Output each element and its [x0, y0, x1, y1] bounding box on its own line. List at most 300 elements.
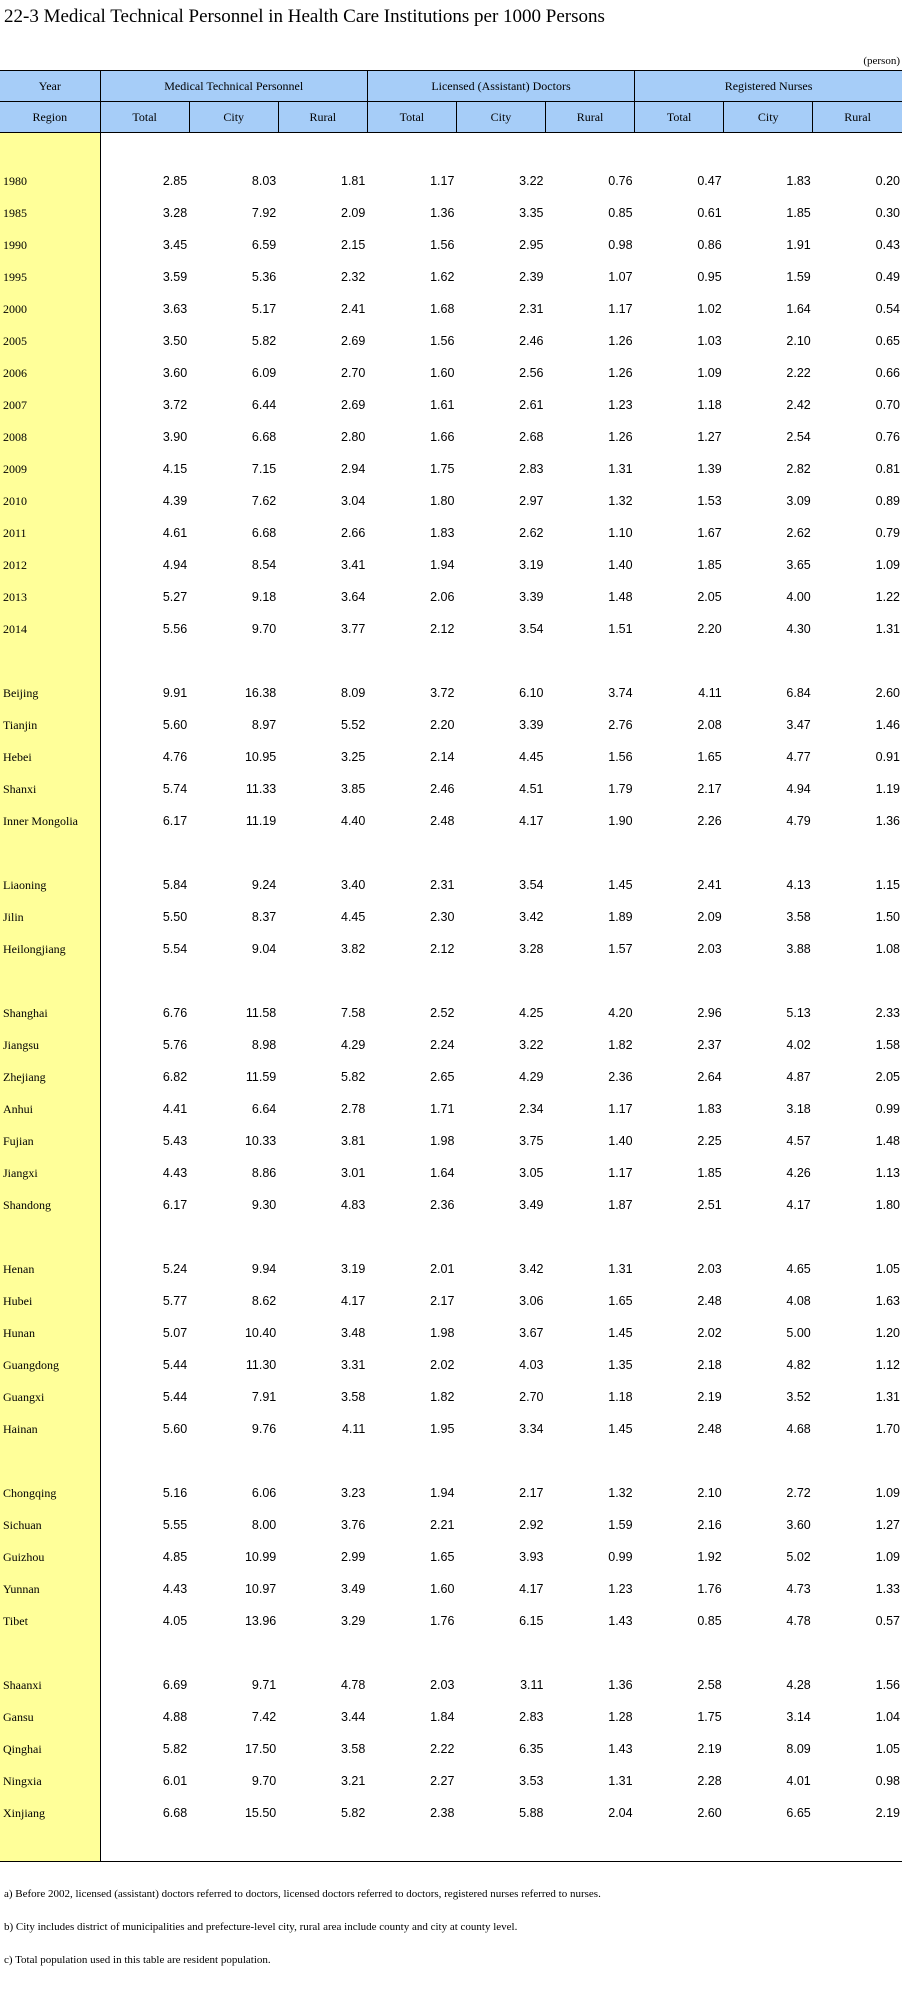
data-cell: 1.36 — [608, 1678, 633, 1692]
data-cell: 2.78 — [341, 1102, 366, 1116]
data-cell: 3.41 — [341, 558, 366, 572]
data-cell: 0.85 — [697, 1614, 722, 1628]
data-cell: 3.74 — [608, 686, 633, 700]
spacer-cell — [0, 1221, 100, 1253]
data-cell: 1.31 — [875, 1390, 900, 1404]
data-cell: 2.99 — [341, 1550, 366, 1564]
data-cell: 10.95 — [244, 750, 277, 764]
spacer-row — [0, 1637, 902, 1669]
data-cell: 1.09 — [875, 1550, 900, 1564]
data-cell: 3.35 — [519, 206, 544, 220]
row-label: 1985 — [0, 197, 100, 229]
data-cell: 1.82 — [608, 1038, 633, 1052]
table-row — [0, 613, 902, 645]
data-cell: 1.26 — [608, 334, 633, 348]
data-cell: 9.70 — [251, 622, 277, 636]
data-cell: 1.17 — [608, 1166, 633, 1180]
data-cell: 10.97 — [244, 1582, 277, 1596]
data-cell: 3.93 — [519, 1550, 544, 1564]
table-row — [0, 1765, 902, 1797]
row-label: 1995 — [0, 261, 100, 293]
data-cell: 1.02 — [697, 302, 722, 316]
data-cell: 1.53 — [697, 494, 722, 508]
data-cell: 3.85 — [341, 782, 366, 796]
spacer-row — [0, 1221, 902, 1253]
spacer-cell — [100, 1221, 902, 1253]
data-cell: 9.94 — [251, 1262, 277, 1276]
data-cell: 3.72 — [430, 686, 455, 700]
data-cell: 5.16 — [162, 1486, 188, 1500]
footnote: a) Before 2002, licensed (assistant) doctors referred to doctors, licensed doctors referred to doctors, registered nurses referred to nurses. — [4, 1888, 601, 1900]
data-cell: 3.50 — [162, 334, 188, 348]
data-cell: 2.17 — [697, 782, 722, 796]
spacer-cell — [0, 1637, 100, 1669]
data-cell: 0.85 — [608, 206, 633, 220]
data-cell: 2.25 — [697, 1134, 722, 1148]
table-row — [0, 1189, 902, 1221]
data-cell: 3.45 — [162, 238, 188, 252]
table-row — [0, 1413, 902, 1445]
data-cell: 4.73 — [786, 1582, 811, 1596]
data-cell: 2.03 — [430, 1678, 455, 1692]
data-cell: 4.87 — [786, 1070, 811, 1084]
data-cell: 4.15 — [162, 462, 188, 476]
data-cell: 8.97 — [251, 718, 277, 732]
data-cell: 8.98 — [251, 1038, 277, 1052]
data-cell: 4.83 — [341, 1198, 366, 1212]
data-cell: 1.36 — [430, 206, 455, 220]
data-cell: 4.30 — [786, 622, 811, 636]
data-cell: 1.10 — [608, 526, 633, 540]
data-cell: 2.19 — [697, 1390, 722, 1404]
data-cell: 3.44 — [341, 1710, 366, 1724]
data-cell: 7.15 — [251, 462, 277, 476]
data-cell: 1.46 — [875, 718, 900, 732]
data-cell: 8.00 — [251, 1518, 277, 1532]
data-cell: 2.20 — [697, 622, 722, 636]
data-cell: 4.41 — [162, 1102, 188, 1116]
data-cell: 4.61 — [162, 526, 188, 540]
data-cell: 3.67 — [519, 1326, 544, 1340]
data-cell: 4.17 — [519, 814, 544, 828]
row-label: Sichuan — [0, 1509, 100, 1541]
data-cell: 5.82 — [341, 1806, 366, 1820]
data-cell: 1.68 — [430, 302, 455, 316]
row-label: Qinghai — [0, 1733, 100, 1765]
row-label: Heilongjiang — [0, 933, 100, 965]
data-cell: 5.24 — [162, 1262, 188, 1276]
row-label: Beijing — [0, 677, 100, 709]
data-cell: 6.44 — [251, 398, 277, 412]
data-cell: 6.06 — [251, 1486, 277, 1500]
data-cell: 2.10 — [786, 334, 811, 348]
data-cell: 2.95 — [519, 238, 544, 252]
data-cell: 16.38 — [244, 686, 277, 700]
data-cell: 1.51 — [608, 622, 633, 636]
data-cell: 2.70 — [341, 366, 366, 380]
table-row — [0, 1093, 902, 1125]
data-cell: 2.27 — [430, 1774, 455, 1788]
data-cell: 7.62 — [251, 494, 277, 508]
data-cell: 1.82 — [430, 1390, 455, 1404]
table-row — [0, 997, 902, 1029]
table-row — [0, 1029, 902, 1061]
data-cell: 1.98 — [430, 1326, 455, 1340]
spacer-cell — [100, 1445, 902, 1477]
data-cell: 4.40 — [341, 814, 366, 828]
data-cell: 4.02 — [786, 1038, 811, 1052]
data-cell: 2.16 — [697, 1518, 722, 1532]
data-cell: 2.09 — [341, 206, 366, 220]
table-row — [0, 1285, 902, 1317]
data-cell: 0.99 — [608, 1550, 633, 1564]
data-cell: 2.17 — [519, 1486, 544, 1500]
data-cell: 6.59 — [251, 238, 277, 252]
data-cell: 4.77 — [786, 750, 811, 764]
data-cell: 3.88 — [786, 942, 811, 956]
data-cell: 6.64 — [251, 1102, 277, 1116]
data-cell: 3.58 — [341, 1742, 366, 1756]
data-cell: 10.99 — [244, 1550, 277, 1564]
data-cell: 1.09 — [697, 366, 722, 380]
table-row — [0, 1733, 902, 1765]
data-cell: 5.43 — [162, 1134, 188, 1148]
data-cell: 6.15 — [519, 1614, 544, 1628]
data-cell: 6.35 — [519, 1742, 544, 1756]
data-cell: 1.43 — [608, 1614, 633, 1628]
row-label: Jilin — [0, 901, 100, 933]
data-cell: 1.33 — [875, 1582, 900, 1596]
data-cell: 2.37 — [697, 1038, 722, 1052]
data-cell: 6.82 — [162, 1070, 188, 1084]
spacer-row — [0, 1829, 902, 1862]
data-cell: 9.04 — [251, 942, 277, 956]
row-label: 2013 — [0, 581, 100, 613]
data-cell: 2.69 — [341, 334, 366, 348]
row-label: 2014 — [0, 613, 100, 645]
data-cell: 3.22 — [519, 1038, 544, 1052]
data-cell: 3.49 — [341, 1582, 366, 1596]
data-cell: 3.49 — [519, 1198, 544, 1212]
row-label: Yunnan — [0, 1573, 100, 1605]
data-cell: 2.94 — [341, 462, 366, 476]
data-cell: 3.14 — [786, 1710, 811, 1724]
data-cell: 6.84 — [786, 686, 811, 700]
data-cell: 3.22 — [519, 174, 544, 188]
data-cell: 1.56 — [608, 750, 633, 764]
data-cell: 1.31 — [608, 462, 633, 476]
row-label: 2007 — [0, 389, 100, 421]
row-label: Liaoning — [0, 869, 100, 901]
data-cell: 1.45 — [608, 1326, 633, 1340]
data-cell: 1.70 — [875, 1422, 900, 1436]
data-cell: 6.76 — [162, 1006, 188, 1020]
data-cell: 0.89 — [875, 494, 900, 508]
data-cell: 9.76 — [251, 1422, 277, 1436]
data-cell: 1.91 — [786, 238, 811, 252]
data-cell: 5.00 — [786, 1326, 811, 1340]
data-cell: 3.76 — [341, 1518, 366, 1532]
spacer-row — [0, 965, 902, 997]
data-cell: 9.18 — [251, 590, 277, 604]
data-cell: 4.45 — [519, 750, 544, 764]
data-cell: 5.82 — [341, 1070, 366, 1084]
data-cell: 3.77 — [341, 622, 366, 636]
data-cell: 6.68 — [162, 1806, 188, 1820]
data-cell: 1.65 — [430, 1550, 455, 1564]
data-cell: 1.45 — [608, 878, 633, 892]
data-cell: 2.58 — [697, 1678, 722, 1692]
data-cell: 2.03 — [697, 942, 722, 956]
data-cell: 2.60 — [697, 1806, 722, 1820]
data-cell: 0.61 — [697, 206, 722, 220]
data-cell: 7.91 — [251, 1390, 277, 1404]
spacer-row — [0, 837, 902, 869]
data-cell: 4.94 — [786, 782, 811, 796]
table-row — [0, 1125, 902, 1157]
data-cell: 8.09 — [786, 1742, 811, 1756]
data-cell: 5.82 — [251, 334, 277, 348]
data-cell: 2.72 — [786, 1486, 811, 1500]
data-cell: 5.50 — [162, 910, 188, 924]
data-cell: 5.52 — [341, 718, 366, 732]
data-cell: 3.42 — [519, 910, 544, 924]
column-header: City — [724, 102, 813, 133]
data-cell: 2.46 — [519, 334, 544, 348]
data-cell: 4.68 — [786, 1422, 811, 1436]
data-cell: 4.20 — [608, 1006, 633, 1020]
data-cell: 1.17 — [608, 1102, 633, 1116]
data-cell: 6.65 — [786, 1806, 811, 1820]
data-cell: 3.39 — [519, 590, 544, 604]
data-cell: 3.01 — [341, 1166, 366, 1180]
data-cell: 4.29 — [341, 1038, 366, 1052]
data-cell: 1.80 — [430, 494, 455, 508]
data-cell: 4.11 — [341, 1422, 366, 1436]
data-cell: 1.63 — [875, 1294, 900, 1308]
table-row — [0, 1317, 902, 1349]
data-cell: 3.54 — [519, 622, 544, 636]
data-cell: 2.24 — [430, 1038, 455, 1052]
row-label: Gansu — [0, 1701, 100, 1733]
data-cell: 1.45 — [608, 1422, 633, 1436]
data-cell: 5.55 — [162, 1518, 188, 1532]
data-cell: 4.45 — [341, 910, 366, 924]
data-cell: 2.02 — [430, 1358, 455, 1372]
data-cell: 2.56 — [519, 366, 544, 380]
spacer-cell — [100, 837, 902, 869]
footnotes — [4, 1888, 601, 1987]
data-cell: 2.48 — [430, 814, 455, 828]
data-cell: 4.76 — [162, 750, 188, 764]
table-body — [0, 133, 902, 1862]
table-row — [0, 933, 902, 965]
data-cell: 2.30 — [430, 910, 455, 924]
table-row — [0, 581, 902, 613]
data-cell: 1.94 — [430, 558, 455, 572]
data-cell: 0.54 — [875, 302, 900, 316]
data-cell: 6.68 — [251, 526, 277, 540]
data-cell: 2.76 — [608, 718, 633, 732]
data-cell: 1.85 — [697, 558, 722, 572]
data-cell: 3.39 — [519, 718, 544, 732]
data-cell: 3.52 — [786, 1390, 811, 1404]
data-cell: 3.59 — [162, 270, 188, 284]
spacer-cell — [100, 965, 902, 997]
data-cell: 7.42 — [251, 1710, 277, 1724]
row-label: 2008 — [0, 421, 100, 453]
data-cell: 4.00 — [786, 590, 811, 604]
data-cell: 4.39 — [162, 494, 188, 508]
table-row — [0, 1669, 902, 1701]
data-cell: 1.85 — [786, 206, 811, 220]
data-cell: 1.90 — [608, 814, 633, 828]
table-row — [0, 1253, 902, 1285]
data-cell: 5.13 — [786, 1006, 811, 1020]
statistics-table — [0, 70, 902, 1862]
data-cell: 5.82 — [162, 1742, 188, 1756]
data-cell: 1.03 — [697, 334, 722, 348]
column-header: Total — [367, 102, 456, 133]
data-cell: 6.69 — [162, 1678, 188, 1692]
table-row — [0, 549, 902, 581]
row-label: 2010 — [0, 485, 100, 517]
spacer-cell — [0, 965, 100, 997]
data-cell: 0.91 — [875, 750, 900, 764]
data-cell: 1.26 — [608, 366, 633, 380]
data-cell: 1.36 — [875, 814, 900, 828]
row-label: Tianjin — [0, 709, 100, 741]
data-cell: 0.66 — [875, 366, 900, 380]
data-cell: 1.56 — [430, 334, 455, 348]
data-cell: 3.40 — [341, 878, 366, 892]
data-cell: 1.09 — [875, 1486, 900, 1500]
data-cell: 3.05 — [519, 1166, 544, 1180]
data-cell: 2.05 — [697, 590, 722, 604]
spacer-cell — [100, 1829, 902, 1862]
data-cell: 4.05 — [162, 1614, 188, 1628]
data-cell: 1.18 — [697, 398, 722, 412]
data-cell: 2.05 — [875, 1070, 900, 1084]
data-cell: 1.26 — [608, 430, 633, 444]
data-cell: 0.99 — [875, 1102, 900, 1116]
data-cell: 3.64 — [341, 590, 366, 604]
data-cell: 4.11 — [698, 686, 722, 700]
data-cell: 6.68 — [251, 430, 277, 444]
data-cell: 2.70 — [519, 1390, 544, 1404]
data-cell: 1.59 — [608, 1518, 633, 1532]
data-cell: 2.65 — [430, 1070, 455, 1084]
data-cell: 3.19 — [519, 558, 544, 572]
row-label: 1980 — [0, 165, 100, 197]
table-row — [0, 1541, 902, 1573]
data-cell: 5.07 — [162, 1326, 188, 1340]
data-cell: 0.20 — [875, 174, 900, 188]
data-cell: 3.82 — [341, 942, 366, 956]
table-row — [0, 1605, 902, 1637]
data-cell: 2.82 — [786, 462, 811, 476]
row-label: Zhejiang — [0, 1061, 100, 1093]
data-cell: 3.54 — [519, 878, 544, 892]
data-cell: 4.57 — [786, 1134, 811, 1148]
data-cell: 4.85 — [162, 1550, 188, 1564]
row-label: Hunan — [0, 1317, 100, 1349]
data-cell: 1.89 — [608, 910, 633, 924]
data-cell: 1.17 — [430, 174, 455, 188]
data-cell: 1.19 — [875, 782, 900, 796]
data-cell: 4.65 — [786, 1262, 811, 1276]
data-cell: 1.13 — [875, 1166, 900, 1180]
data-cell: 5.74 — [162, 782, 188, 796]
data-cell: 2.51 — [697, 1198, 722, 1212]
group-header-medical-technical-personnel: Medical Technical Personnel — [100, 71, 367, 102]
data-cell: 0.49 — [875, 270, 900, 284]
data-cell: 5.76 — [162, 1038, 188, 1052]
data-cell: 2.97 — [519, 494, 544, 508]
data-cell: 4.78 — [341, 1678, 366, 1692]
column-header: Rural — [813, 102, 902, 133]
data-cell: 2.09 — [697, 910, 722, 924]
data-cell: 3.28 — [162, 206, 188, 220]
data-cell: 4.25 — [519, 1006, 544, 1020]
data-cell: 5.27 — [162, 590, 188, 604]
row-label: 2006 — [0, 357, 100, 389]
data-cell: 5.44 — [162, 1358, 188, 1372]
data-cell: 3.75 — [519, 1134, 544, 1148]
data-cell: 4.13 — [786, 878, 811, 892]
data-cell: 3.11 — [520, 1678, 544, 1692]
table-row — [0, 325, 902, 357]
data-cell: 1.83 — [697, 1102, 722, 1116]
data-cell: 4.17 — [786, 1198, 811, 1212]
table-row — [0, 901, 902, 933]
data-cell: 1.28 — [608, 1710, 633, 1724]
data-cell: 5.84 — [162, 878, 188, 892]
spacer-cell — [100, 1637, 902, 1669]
data-cell: 3.18 — [786, 1102, 811, 1116]
data-cell: 5.17 — [251, 302, 277, 316]
data-cell: 4.43 — [162, 1166, 188, 1180]
table-row — [0, 485, 902, 517]
data-cell: 3.29 — [341, 1614, 366, 1628]
row-label: Guangxi — [0, 1381, 100, 1413]
data-cell: 10.33 — [244, 1134, 277, 1148]
data-cell: 0.57 — [875, 1614, 900, 1628]
data-cell: 0.86 — [697, 238, 722, 252]
data-cell: 2.14 — [430, 750, 455, 764]
table-row — [0, 805, 902, 837]
data-cell: 2.48 — [697, 1294, 722, 1308]
data-cell: 2.64 — [697, 1070, 722, 1084]
data-cell: 6.09 — [251, 366, 277, 380]
data-cell: 3.90 — [162, 430, 188, 444]
data-cell: 3.19 — [341, 1262, 366, 1276]
data-cell: 3.58 — [786, 910, 811, 924]
data-cell: 9.70 — [251, 1774, 277, 1788]
row-label: 2011 — [0, 517, 100, 549]
data-cell: 1.84 — [430, 1710, 455, 1724]
group-header-registered-nurses: Registered Nurses — [635, 71, 902, 102]
data-cell: 0.95 — [697, 270, 722, 284]
data-cell: 7.92 — [251, 206, 277, 220]
data-cell: 1.07 — [608, 270, 633, 284]
table-row — [0, 773, 902, 805]
data-cell: 2.39 — [519, 270, 544, 284]
data-cell: 2.19 — [697, 1742, 722, 1756]
data-cell: 1.39 — [697, 462, 722, 476]
data-cell: 2.69 — [341, 398, 366, 412]
row-label: Shanxi — [0, 773, 100, 805]
